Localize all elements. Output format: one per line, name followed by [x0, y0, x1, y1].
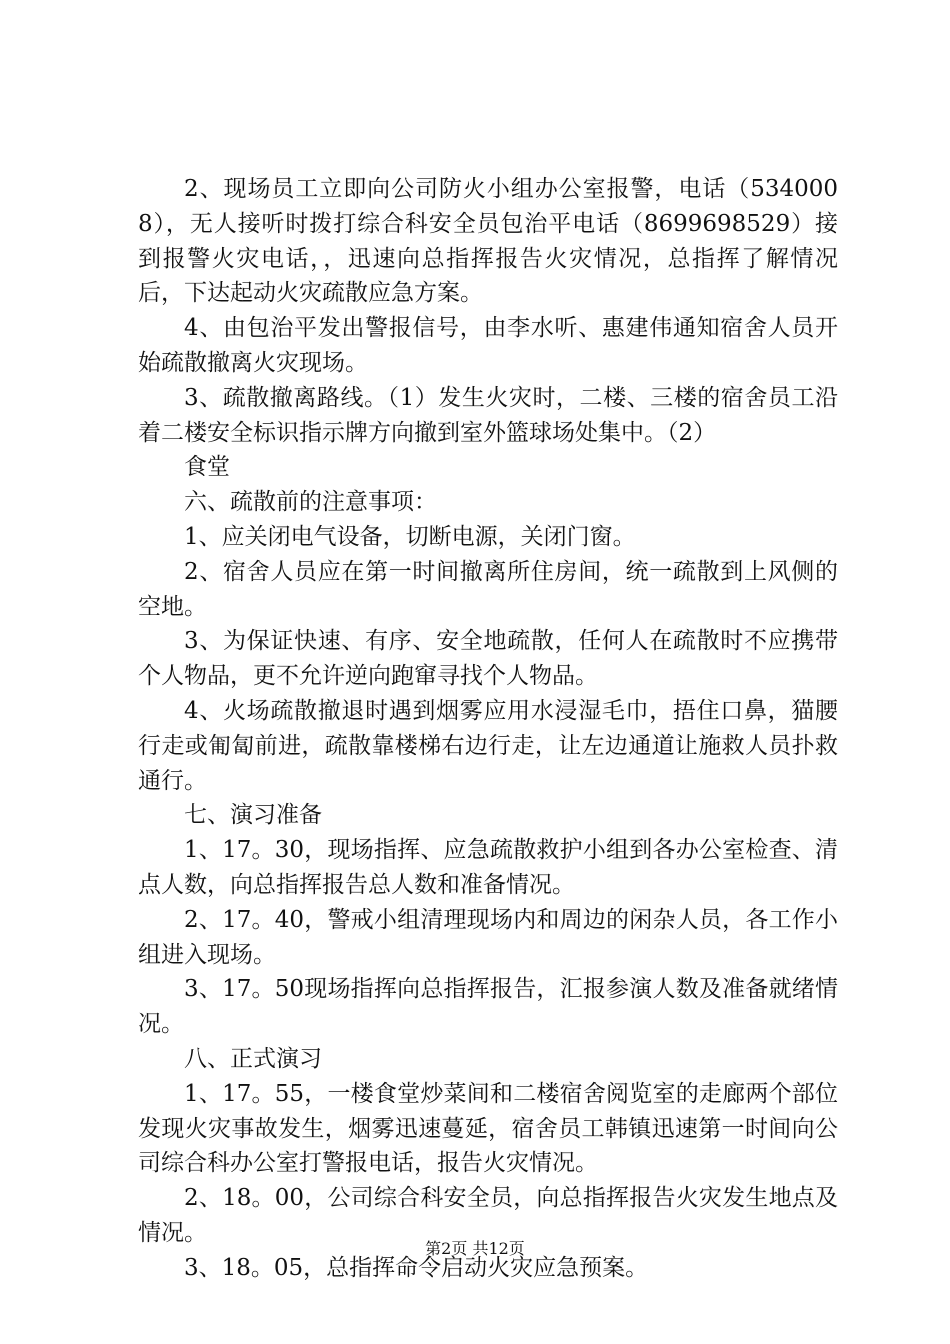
paragraph-evacuation-route: 3、疏散撤离路线。（1）发生火灾时，二楼、三楼的宿舍员工沿着二楼安全标识指示牌方向撤到室外篮球场处集中。（2） — [138, 384, 838, 446]
paragraph-precaution-4: 4、火场疏散撤退时遇到烟雾应用水浸湿毛巾，捂住口鼻，猫腰行走或匍匐前进，疏散靠楼梯右边行走，让左边通道让施救人员扑救通行。 — [138, 697, 838, 794]
paragraph-drill-3: 3、18。05，总指挥命令启动火灾应急预案。 — [184, 1254, 649, 1281]
paragraph-drill-1: 1、17。55，一楼食堂炒菜间和二楼宿舍阅览室的走廊两个部位发现火灾事故发生，烟雾迅速蔓延，宿舍员工韩镇迅速第一时间向公司综合科办公室打警报电话，报告火灾情况。 — [138, 1080, 838, 1177]
document-body — [138, 172, 838, 1286]
paragraph-precaution-3: 3、为保证快速、有序、安全地疏散，任何人在疏散时不应携带个人物品，更不允许逆向跑窜寻找个人物品。 — [138, 628, 838, 690]
paragraph-preparation-3: 3、17。50现场指挥向总指挥报告，汇报参演人数及准备就绪情况。 — [138, 976, 838, 1038]
paragraph-alarm-call: 2、现场员工立即向公司防火小组办公室报警，电话（5340008），无人接听时拨打综合科安全员包治平电话（8699698529）接到报警火灾电话，，迅速向总指挥报告火灾情况，总指挥了解情况后，下达起动火灾疏散应急方案。 — [138, 176, 838, 307]
paragraph-precaution-1: 1、应关闭电气设备，切断电源，关闭门窗。 — [184, 523, 636, 550]
paragraph-precaution-2: 2、宿舍人员应在第一时间撤离所住房间，统一疏散到上风侧的空地。 — [138, 558, 838, 620]
paragraph-preparation-1: 1、17。30，现场指挥、应急疏散救护小组到各办公室检查、清点人数，向总指挥报告总人数和准备情况。 — [138, 837, 838, 898]
section-heading-precautions: 六、疏散前的注意事项： — [184, 489, 437, 516]
section-heading-drill-preparation: 七、演习准备 — [184, 802, 322, 829]
page-number-footer: 第2页 共12页 — [425, 1239, 525, 1258]
paragraph-drill-2: 2、18。00，公司综合科安全员，向总指挥报告火灾发生地点及情况。 — [138, 1185, 838, 1246]
paragraph-canteen: 食堂 — [184, 454, 230, 481]
section-heading-formal-drill: 八、正式演习 — [184, 1045, 322, 1072]
paragraph-alarm-signal: 4、由包治平发出警报信号，由李水听、惠建伟通知宿舍人员开始疏散撤离火灾现场。 — [138, 315, 838, 376]
paragraph-preparation-2: 2、17。40，警戒小组清理现场内和周边的闲杂人员，各工作小组进入现场。 — [138, 906, 838, 968]
